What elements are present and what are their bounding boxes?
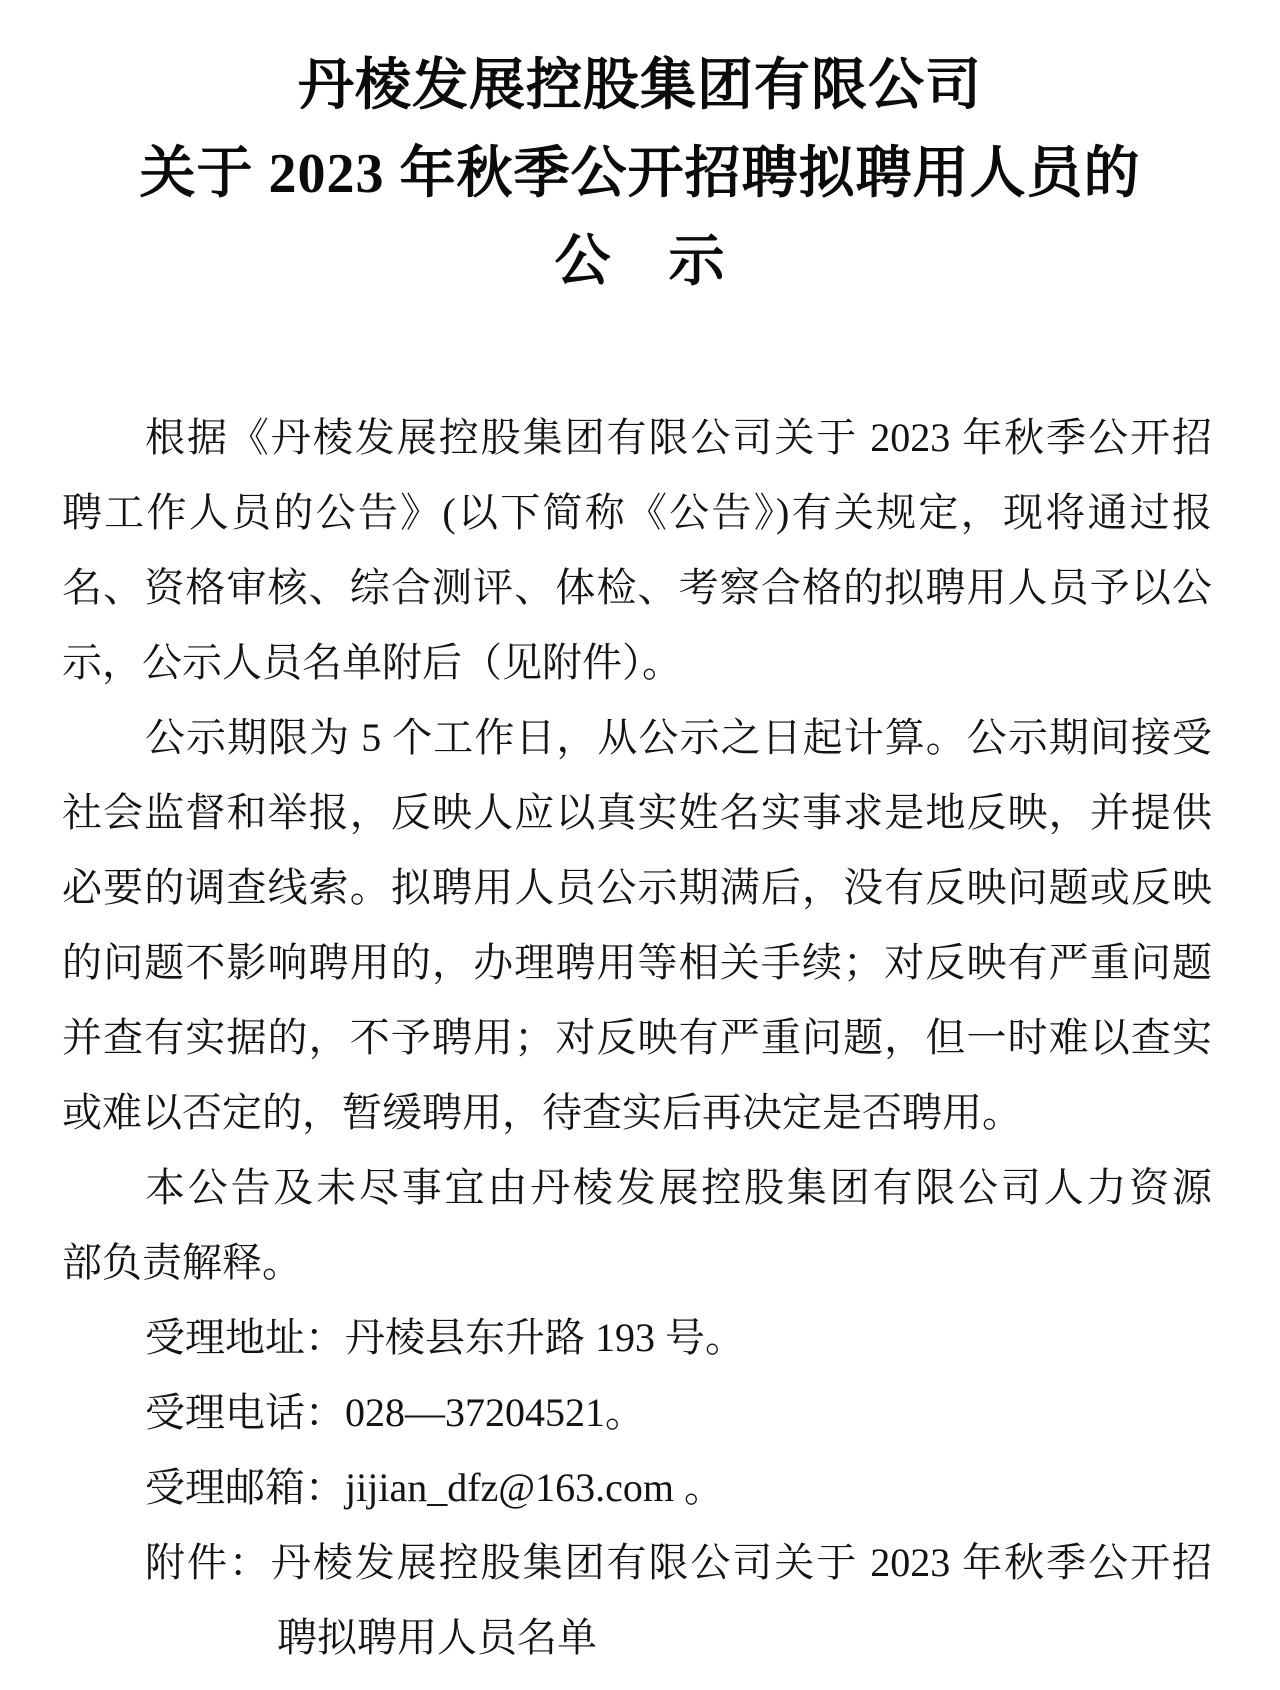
title-line-company: 丹棱发展控股集团有限公司: [298, 55, 982, 117]
body-line-attachment: 附件：丹棱发展控股集团有限公司关于 2023 年秋季公开招: [145, 1540, 1212, 1585]
body-line-attachment-continued: 聘拟聘用人员名单: [277, 1615, 597, 1660]
body-line-2: 聘工作人员的公告》(以下简称《公告》)有关规定，现将通过报: [62, 490, 1212, 535]
body-line-12: 部负责解释。: [62, 1240, 302, 1285]
body-line-9: 并查有实据的，不予聘用；对反映有严重问题，但一时难以查实: [62, 1015, 1212, 1060]
body-line-3: 名、资格审核、综合测评、体检、考察合格的拟聘用人员予以公: [62, 565, 1212, 610]
body-paragraphs: [62, 400, 1212, 1675]
body-line-11: 本公告及未尽事宜由丹棱发展控股集团有限公司人力资源: [145, 1165, 1212, 1210]
body-line-7: 必要的调查线索。拟聘用人员公示期满后，没有反映问题或反映: [62, 865, 1212, 910]
body-line-address: 受理地址：丹棱县东升路 193 号。: [145, 1315, 745, 1360]
body-line-6: 社会监督和举报，反映人应以真实姓名实事求是地反映，并提供: [62, 790, 1212, 835]
body-line-4: 示，公示人员名单附后（见附件）。: [62, 640, 682, 685]
body-line-1: 根据《丹棱发展控股集团有限公司关于 2023 年秋季公开招: [145, 415, 1212, 460]
body-line-phone: 受理电话：028—37204521。: [145, 1390, 645, 1435]
title-line-subject: 关于 2023 年秋季公开招聘拟聘用人员的: [139, 143, 1141, 205]
title-line-gongshi: 公 示: [554, 231, 726, 293]
body-line-10: 或难以否定的，暂缓聘用，待查实后再决定是否聘用。: [62, 1090, 1022, 1135]
body-line-5: 公示期限为 5 个工作日，从公示之日起计算。公示期间接受: [145, 715, 1212, 760]
body-line-8: 的问题不影响聘用的，办理聘用等相关手续；对反映有严重问题: [62, 940, 1212, 985]
document-title: [0, 42, 1280, 306]
body-line-email: 受理邮箱：jijian_dfz@163.com 。: [145, 1465, 724, 1510]
